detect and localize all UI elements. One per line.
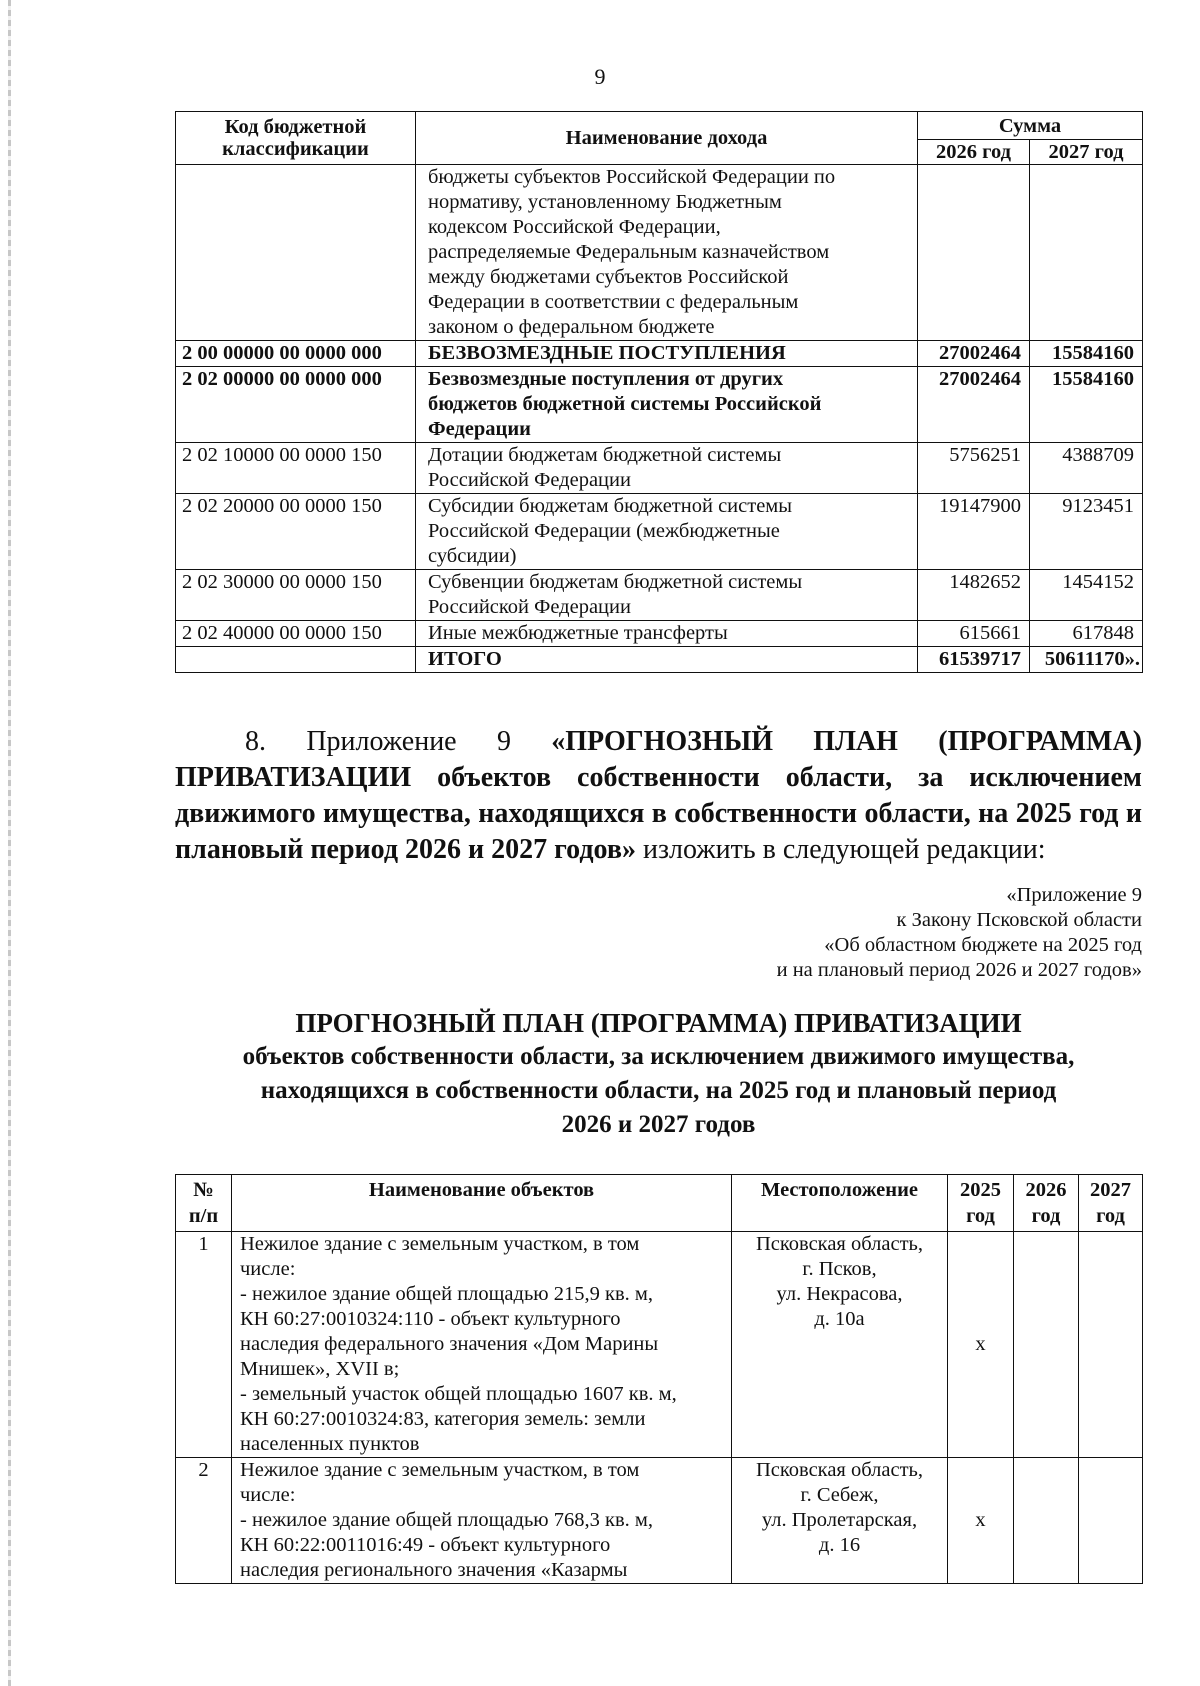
header-2026: 2026 год (1014, 1175, 1079, 1232)
para-number: 8. (245, 726, 266, 757)
row-2026: 27002464 (918, 341, 1030, 367)
header-location: Местоположение (732, 1175, 948, 1232)
row-2027: 1454152 (1030, 570, 1143, 621)
para-appendix-no: 9 (496, 726, 511, 757)
row-2027: 617848 (1030, 621, 1143, 647)
row-code: 2 02 40000 00 0000 150 (176, 621, 416, 647)
row-2026-mark (1014, 1458, 1079, 1584)
row-number: 2 (176, 1458, 232, 1584)
row-2026: 19147900 (918, 494, 1030, 570)
row-code: 2 00 00000 00 0000 000 (176, 341, 416, 367)
table-row (176, 443, 1143, 494)
row-object: Нежилое здание с земельным участком, в том числе: - нежилое здание общей площадью 215,9 кв. м, КН 60:27:0010324:110 - объект культурного наследия федерального значения «Дом Марины Мнишек», XVII в; - земельный участок общей площадью 1607 кв. м, КН 60:27:0010324:83, категория земель: земли населенных пунктов (232, 1232, 732, 1458)
row-name: Безвозмездные поступления от других бюджетов бюджетной системы Российской Федерации (416, 367, 918, 443)
header-sum: Сумма (918, 112, 1143, 140)
row-2027: 4388709 (1030, 443, 1143, 494)
privatization-table (175, 1174, 1143, 1584)
row-2025-mark: х (948, 1232, 1014, 1458)
row-2027: 15584160 (1030, 367, 1143, 443)
row-name: Субсидии бюджетам бюджетной системы Российской Федерации (межбюджетные субсидии) (416, 494, 918, 570)
row-location: Псковская область, г. Псков, ул. Некрасова, д. 10а (732, 1232, 948, 1458)
row-name: Субвенции бюджетам бюджетной системы Российской Федерации (416, 570, 918, 621)
row-code: 2 02 10000 00 0000 150 (176, 443, 416, 494)
header-2027: 2027 год (1079, 1175, 1143, 1232)
para-title-first: «ПРОГНОЗНЫЙ ПЛАН (ПРОГРАММА) (551, 726, 1143, 757)
table-row (176, 341, 1143, 367)
row-name: Дотации бюджетам бюджетной системы Российской Федерации (416, 443, 918, 494)
row-code: 2 02 30000 00 0000 150 (176, 570, 416, 621)
table-row-continuation (176, 165, 1143, 341)
table-row (176, 494, 1143, 570)
row-2026: 27002464 (918, 367, 1030, 443)
row-2025-mark: х (948, 1458, 1014, 1584)
row-object: Нежилое здание с земельным участком, в том числе: - нежилое здание общей площадью 768,3 кв. м, КН 60:22:0011016:49 - объект культурного наследия регионального значения «Казармы (232, 1458, 732, 1584)
total-2026: 61539717 (918, 647, 1030, 673)
plan-title-line: 2026 и 2027 годов (561, 1111, 756, 1138)
scan-margin-edge (8, 0, 11, 1686)
row-2027: 15584160 (1030, 341, 1143, 367)
header-2026: 2026 год (918, 140, 1030, 165)
row-2027-mark (1079, 1232, 1143, 1458)
row-2026: 1482652 (918, 570, 1030, 621)
header-2027: 2027 год (1030, 140, 1143, 165)
row-code: 2 02 00000 00 0000 000 (176, 367, 416, 443)
table-row (176, 1458, 1143, 1584)
row-2026: 5756251 (918, 443, 1030, 494)
income-table (175, 111, 1143, 673)
plan-title (175, 1006, 1142, 1142)
row-2026: 615661 (918, 621, 1030, 647)
total-label: ИТОГО (416, 647, 918, 673)
row-2027: 9123451 (1030, 494, 1143, 570)
row-name: Иные межбюджетные трансферты (416, 621, 918, 647)
header-code: Код бюджетной классификации (176, 112, 416, 165)
row-location: Псковская область, г. Себеж, ул. Пролетарская, д. 16 (732, 1458, 948, 1584)
row-number: 1 (176, 1232, 232, 1458)
total-2027: 50611170». (1030, 647, 1143, 673)
amendment-paragraph (175, 724, 1142, 868)
header-2025: 2025 год (948, 1175, 1014, 1232)
continuation-text: бюджеты субъектов Российской Федерации по нормативу, установленному Бюджетным кодексом Российской Федерации, распределяемые Федеральным казначейством между бюджетами субъектов Российской Федерации в соответствии с федеральным законом о федеральном бюджете (416, 165, 918, 341)
table-row (176, 570, 1143, 621)
table-row (176, 621, 1143, 647)
para-title-rest: ПРИВАТИЗАЦИИ объектов собственности области, за исключением движимого имущества, находящихся в собственности области, на 2025 год и плановый период 2026 и 2027 годов» (175, 762, 1142, 865)
header-num: № п/п (176, 1175, 232, 1232)
header-income-name: Наименование дохода (416, 112, 918, 165)
plan-title-line: ПРОГНОЗНЫЙ ПЛАН (ПРОГРАММА) ПРИВАТИЗАЦИИ (295, 1008, 1022, 1038)
row-name: БЕЗВОЗМЕЗДНЫЕ ПОСТУПЛЕНИЯ (416, 341, 918, 367)
total-row (176, 647, 1143, 673)
para-tail: изложить в следующей редакции: (642, 834, 1046, 865)
row-2027-mark (1079, 1458, 1143, 1584)
header-objects: Наименование объектов (232, 1175, 732, 1232)
page-number: 9 (594, 64, 606, 89)
plan-title-line: находящихся в собственности области, на 2025 год и плановый период (260, 1077, 1057, 1104)
plan-title-line: объектов собственности области, за исключением движимого имущества, (242, 1043, 1075, 1070)
row-2026-mark (1014, 1232, 1079, 1458)
appendix-header: «Приложение 9 к Закону Псковской области «Об областном бюджете на 2025 год и на плановый период 2026 и 2027 годов» (776, 884, 1142, 981)
row-code: 2 02 20000 00 0000 150 (176, 494, 416, 570)
table-row (176, 367, 1143, 443)
para-word: Приложение (306, 726, 457, 757)
table-row (176, 1232, 1143, 1458)
